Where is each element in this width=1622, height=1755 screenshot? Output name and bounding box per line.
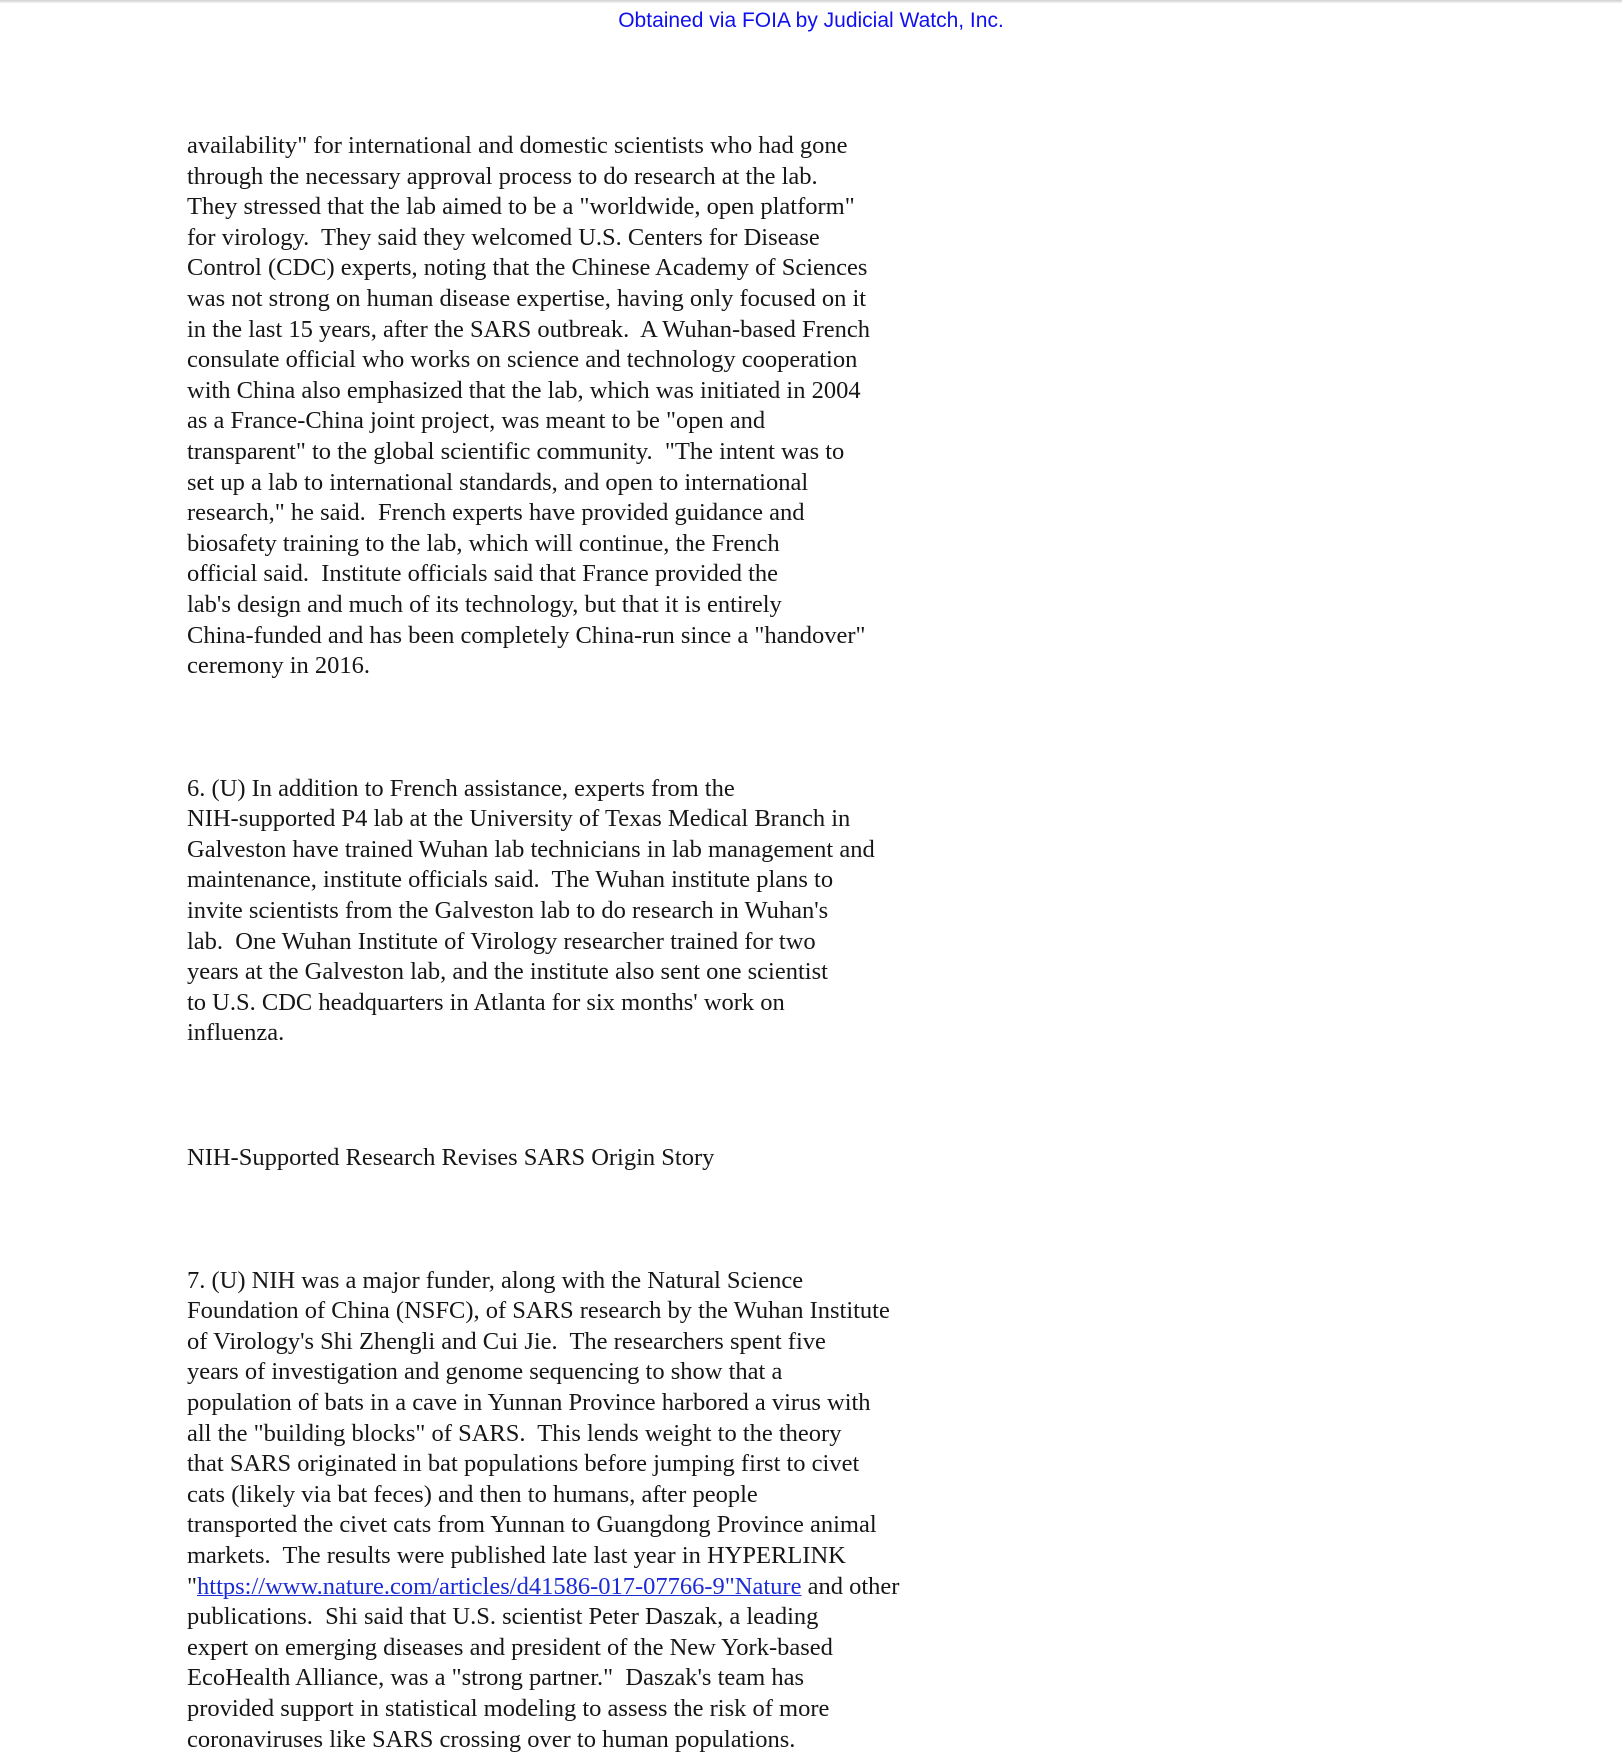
text-line: as a France-China joint project, was meant to be "open and <box>187 407 766 435</box>
text-line: lab. One Wuhan Institute of Virology researcher trained for two <box>187 927 816 955</box>
text-line: biosafety training to the lab, which will continue, the French <box>187 529 780 557</box>
text-line: 7. (U) NIH was a major funder, along with the Natural Science <box>187 1266 804 1294</box>
text-line: cats (likely via bat feces) and then to humans, after people <box>187 1480 758 1508</box>
paragraph-7 <box>187 1266 1087 1755</box>
text-line: all the "building blocks" of SARS. This lends weight to the theory <box>187 1419 842 1447</box>
text-line: coronaviruses like SARS crossing over to human populations. <box>187 1725 796 1753</box>
text-line: Foundation of China (NSFC), of SARS research by the Wuhan Institute <box>187 1297 890 1325</box>
hyperlink-line <box>187 1572 1087 1603</box>
document-page <box>187 131 1087 1755</box>
top-border <box>0 0 1622 3</box>
text-line: They stressed that the lab aimed to be a "worldwide, open platform" <box>187 193 855 221</box>
text-line: official said. Institute officials said that France provided the <box>187 560 779 588</box>
text-line: that SARS originated in bat populations before jumping first to civet <box>187 1450 860 1478</box>
text-line: transported the civet cats from Yunnan to Guangdong Province animal <box>187 1511 877 1539</box>
text-line: Control (CDC) experts, noting that the Chinese Academy of Sciences <box>187 254 868 282</box>
paragraph-6 <box>187 774 1087 1049</box>
text-line: set up a lab to international standards, and open to international <box>187 468 809 496</box>
text-line: years of investigation and genome sequencing to show that a <box>187 1358 783 1386</box>
text-line: NIH-supported P4 lab at the University of Texas Medical Branch in <box>187 805 851 833</box>
text-line: was not strong on human disease expertise, having only focused on it <box>187 284 867 312</box>
text-line: markets. The results were published late last year in HYPERLINK <box>187 1541 846 1569</box>
text-line: EcoHealth Alliance, was a "strong partner." Daszak's team has <box>187 1664 804 1692</box>
text-line: transparent" to the global scientific community. "The intent was to <box>187 437 845 465</box>
nature-article-link[interactable]: https://www.nature.com/articles/d41586-017-07766-9"Nature <box>197 1572 802 1600</box>
text-line: consulate official who works on science and technology cooperation <box>187 346 858 374</box>
text-line: availability" for international and domestic scientists who had gone <box>187 132 848 159</box>
foia-watermark: Obtained via FOIA by Judicial Watch, Inc. <box>618 9 1004 32</box>
text-line: invite scientists from the Galveston lab to do research in Wuhan's <box>187 897 829 925</box>
link-suffix: and other <box>801 1572 900 1600</box>
paragraph-continued <box>187 131 1087 682</box>
text-line: publications. Shi said that U.S. scientist Peter Daszak, a leading <box>187 1603 819 1631</box>
text-line: lab's design and much of its technology, but that it is entirely <box>187 590 782 618</box>
text-line: influenza. <box>187 1019 285 1047</box>
text-line: years at the Galveston lab, and the institute also sent one scientist <box>187 958 828 986</box>
text-line: in the last 15 years, after the SARS outbreak. A Wuhan-based French <box>187 315 871 343</box>
link-prefix: " <box>187 1572 198 1600</box>
text-line: expert on emerging diseases and president of the New York-based <box>187 1633 833 1661</box>
text-line: population of bats in a cave in Yunnan Province harbored a virus with <box>187 1389 871 1416</box>
text-line: research," he said. French experts have provided guidance and <box>187 499 805 527</box>
text-line: 6. (U) In addition to French assistance, experts from the <box>187 774 735 802</box>
text-line: Galveston have trained Wuhan lab technicians in lab management and <box>187 835 875 863</box>
text-line: through the necessary approval process to do research at the lab. <box>187 162 818 190</box>
section-heading: NIH-Supported Research Revises SARS Origin Story <box>187 1144 715 1172</box>
text-line: for virology. They said they welcomed U.S. Centers for Disease <box>187 223 820 251</box>
text-line: provided support in statistical modeling to assess the risk of more <box>187 1694 830 1722</box>
text-line: to U.S. CDC headquarters in Atlanta for six months' work on <box>187 988 785 1016</box>
text-line: of Virology's Shi Zhengli and Cui Jie. The researchers spent five <box>187 1327 826 1355</box>
text-line: ceremony in 2016. <box>187 652 371 680</box>
text-line: maintenance, institute officials said. The Wuhan institute plans to <box>187 866 834 894</box>
text-line: China-funded and has been completely China-run since a "handover" <box>187 621 866 649</box>
text-line: with China also emphasized that the lab, which was initiated in 2004 <box>187 376 861 404</box>
